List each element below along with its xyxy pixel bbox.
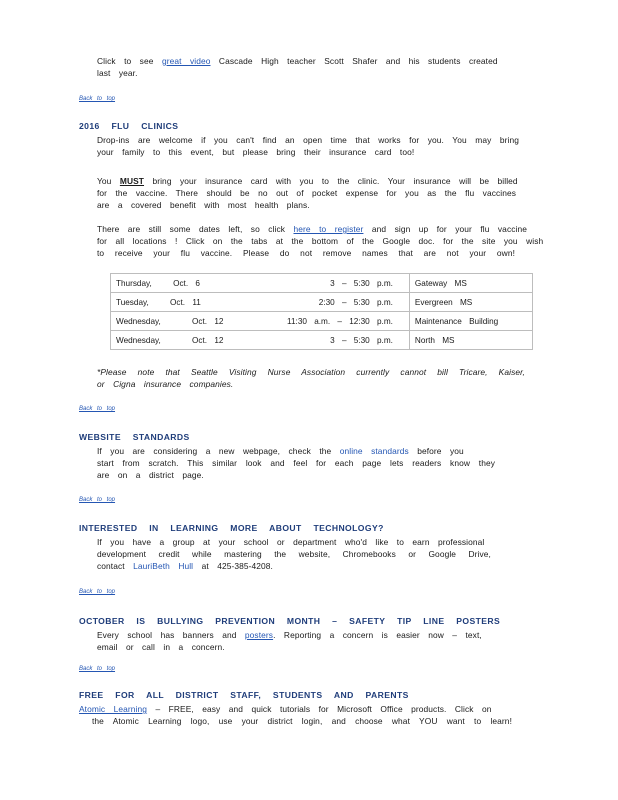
bullying-line1-pre: Every school has banners and	[97, 630, 237, 640]
tech-line3	[97, 561, 273, 573]
tech-line1: If you have a group at your school or department who'd like to earn professional	[97, 537, 485, 547]
website-line1-post: before you	[417, 446, 464, 456]
schedule-place-cell: Gateway MS	[409, 274, 532, 293]
website-line1-pre: If you are considering a new webpage, check the	[97, 446, 332, 456]
table-row	[111, 331, 533, 350]
lauribeth-hull-link[interactable]: LauriBeth Hull	[133, 561, 194, 571]
free-line2: the Atomic Learning logo, use your district login, and choose what YOU want to learn!	[92, 716, 512, 726]
flu-note-line1: *Please note that Seattle Visiting Nurse Association currently cannot bill Tricare, Kaiser,	[97, 367, 525, 377]
flu-p2-line1	[97, 176, 518, 188]
schedule-place-cell: Maintenance Building	[409, 312, 532, 331]
schedule-time-cell: 11:30 a.m. – 12:30 p.m.	[264, 312, 410, 331]
schedule-place-cell: North MS	[409, 331, 532, 350]
table-row	[111, 274, 533, 293]
schedule-day-cell: Wednesday, Oct. 12	[111, 312, 264, 331]
flu-p3-pre: There are still some dates left, so click	[97, 224, 286, 234]
flu-schedule-table	[110, 273, 533, 350]
free-line1-post: – FREE, easy and quick tutorials for Microsoft Office products. Click on	[155, 704, 492, 714]
website-standards-heading: WEBSITE STANDARDS	[79, 432, 190, 442]
great-video-link[interactable]: great video	[161, 56, 211, 66]
atomic-learning-link[interactable]: Atomic Learning	[79, 704, 148, 714]
back-to-top-link[interactable]: Back to top	[79, 666, 116, 672]
posters-link[interactable]: posters	[244, 630, 274, 640]
schedule-time-cell: 3 – 5:30 p.m.	[264, 331, 410, 350]
schedule-day-cell: Thursday, Oct. 6	[111, 274, 264, 293]
flu-clinics-heading: 2016 FLU CLINICS	[79, 121, 179, 131]
schedule-time-cell: 2:30 – 5:30 p.m.	[264, 293, 410, 312]
schedule-place-cell: Evergreen MS	[409, 293, 532, 312]
bullying-line2: email or call in a concern.	[97, 642, 225, 652]
flu-p2-line2: for the vaccine. There should be no out of pocket expense for you as the flu vaccines	[97, 188, 517, 198]
flu-p2-line3: are a covered benefit with most health plans.	[97, 200, 310, 210]
tech-contact-phone: at 425-385-4208.	[201, 561, 273, 571]
flu-p2-rest: bring your insurance card with you to the clinic. Your insurance will be billed	[152, 176, 518, 186]
online-standards-link[interactable]: online standards	[339, 446, 409, 456]
free-line1	[79, 704, 492, 716]
free-resources-heading: FREE FOR ALL DISTRICT STAFF, STUDENTS AND PARENTS	[79, 690, 409, 700]
back-to-top-link[interactable]: Back to top	[79, 96, 116, 102]
table-row	[111, 312, 533, 331]
bullying-line1-post: . Reporting a concern is easier now – text,	[273, 630, 482, 640]
must-emphasis: MUST	[119, 176, 145, 186]
tech-line2: development credit while mastering the website, Chromebooks or Google Drive,	[97, 549, 491, 559]
video-paragraph	[97, 56, 498, 68]
schedule-time-cell: 3 – 5:30 p.m.	[264, 274, 410, 293]
bullying-line1	[97, 630, 482, 642]
flu-note-line2: or Cigna insurance companies.	[97, 379, 234, 389]
tech-contact-pre: contact	[97, 561, 125, 571]
table-row	[111, 293, 533, 312]
back-to-top-link[interactable]: Back to top	[79, 497, 116, 503]
website-line3: are on a district page.	[97, 470, 204, 480]
back-to-top-link[interactable]: Back to top	[79, 406, 116, 412]
flu-p3-line2: for all locations ! Click on the tabs at the bottom of the Google doc. for the site you wish	[97, 236, 544, 246]
flu-p1-line1: Drop-ins are welcome if you can't find an open time that works for you. You may bring	[97, 135, 519, 145]
video-text-pre: Click to see	[97, 56, 154, 66]
back-to-top-link[interactable]: Back to top	[79, 589, 116, 595]
video-paragraph-line2: last year.	[97, 68, 138, 78]
flu-p3-line1	[97, 224, 527, 236]
flu-p3-line3: to receive your flu vaccine. Please do not remove names that are not your own!	[97, 248, 515, 258]
flu-p1-line2: your family to this event, but please bring their insurance card too!	[97, 147, 415, 157]
register-link[interactable]: here to register	[293, 224, 364, 234]
bullying-heading: OCTOBER IS BULLYING PREVENTION MONTH – SAFETY TIP LINE POSTERS	[79, 616, 501, 626]
flu-p2-pre: You	[97, 176, 112, 186]
schedule-day-cell: Wednesday, Oct. 12	[111, 331, 264, 350]
website-line2: start from scratch. This similar look and feel for each page lets readers know they	[97, 458, 495, 468]
schedule-day-cell: Tuesday, Oct. 11	[111, 293, 264, 312]
flu-p3-post: and sign up for your flu vaccine	[371, 224, 527, 234]
website-line1	[97, 446, 464, 458]
technology-heading: INTERESTED IN LEARNING MORE ABOUT TECHNOLOGY?	[79, 523, 384, 533]
video-text-post: Cascade High teacher Scott Shafer and his students created	[218, 56, 498, 66]
